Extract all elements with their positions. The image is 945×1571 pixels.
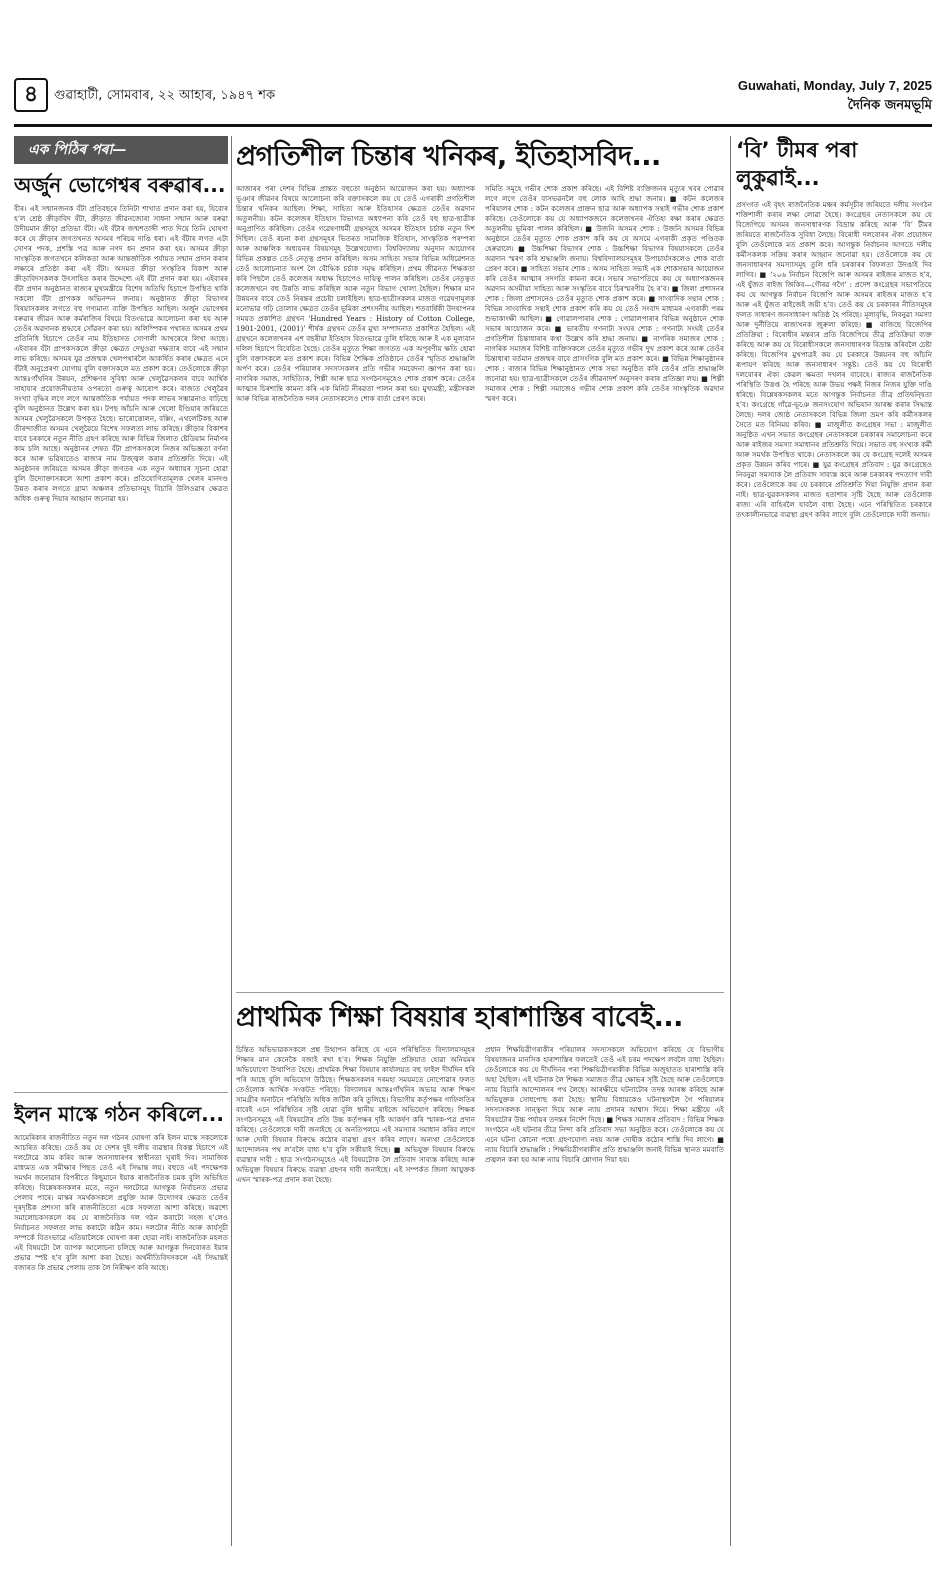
story-headline-historian: প্ৰগতিশীল চিন্তাৰ খনিকৰ, ইতিহাসবিদ... <box>236 141 661 172</box>
story-body-education-right: প্ৰধান শিক্ষয়িত্ৰীগৰাকীৰ পৰিয়ালৰ সদস্যসকলে অভিযোগ কৰিছে যে বিভাগীয় বিষয়াজনৰ মানসিক হাৰাশাস্তিৰ ফলতেই তেওঁ এই চৰম পদক্ষেপ লবলৈ বাধ্য হৈছিল। তেওঁলোকে কয় যে দীৰ্ঘদিনৰ পৰা শিক্ষয়িত্ৰীগৰাকীক বিভিন্ন অজুহাতত হাৰাশাস্তি কৰি অহা হৈছিল। এই ঘটনাক লৈ শিক্ষক সমাজত তীব্ৰ ক্ষোভৰ সৃষ্টি হৈছে আৰু তেওঁলোকে ন্যায় বিচাৰি আন্দোলনৰ পথ লৈছে। আৰক্ষীয়ে ঘটনাটোৰ তদন্ত আৰম্ভ কৰিছে আৰু অভিযুক্তক সোধপোছ কৰা হৈছে। স্থানীয় বিধায়কেও ঘটনাস্থললৈ গৈ পৰিয়ালৰ সদস্যসকলক সান্ত্বনা দিয়ে আৰু ন্যায় প্ৰদানৰ আশ্বাস দিয়ে। শিক্ষা মন্ত্ৰীয়ে এই বিষয়টোৰ উচ্চ পৰ্যায়ৰ তদন্তৰ নিৰ্দেশ দিছে। ■ শিক্ষক সমাজৰ প্ৰতিবাদ : বিভিন্ন শিক্ষক সংগঠনে এই ঘটনাৰ তীব্ৰ নিন্দা কৰি প্ৰতিবাদ সভা অনুষ্ঠিত কৰে। তেওঁলোকে কয় যে এনে ঘটনা কোনো পধ্যে গ্ৰহণযোগ্য নহয় আৰু দোষীক কঠোৰ শাস্তি দিব লাগে। ■ ন্যায় বিচাৰি শ্ৰদ্ধাঞ্জলি : শিক্ষয়িত্ৰীগৰাকীৰ প্ৰতি শ্ৰদ্ধাঞ্জলি জনাই বিভিন্ন স্থানত মমবাতি প্ৰজ্বলন কৰা হয় আৰু ন্যায় বিচাৰি শ্লোগান দিয়া হয়। <box>485 1045 724 1164</box>
story-headline-bteam: ‘বি’ টীমৰ পৰা লুকুৱাই... <box>736 138 858 190</box>
story-historian-columns <box>236 184 724 984</box>
section-banner: এক পিঠিৰ পৰা— <box>14 136 228 164</box>
header-date-assamese: গুৱাহাটী, সোমবাৰ, ২২ আহাৰ, ১৯৪৭ শক <box>54 88 276 103</box>
divider <box>236 992 724 993</box>
page-header <box>14 70 932 122</box>
story-headline-elon: ইলন মাস্কে গঠন কৰিলে... <box>14 1102 224 1126</box>
story-headline-arjun: অৰ্জুন ভোগেশ্বৰ বৰুৱাৰ... <box>14 173 226 197</box>
header-rule <box>14 124 932 127</box>
page-number: ৪ <box>14 78 48 112</box>
story-education-columns <box>236 1045 724 1445</box>
column-center <box>236 136 724 1445</box>
header-date-english: Guwahati, Monday, July 7, 2025 <box>737 78 932 93</box>
divider <box>14 1092 228 1093</box>
column-left <box>14 136 228 1546</box>
story-body-bteam: প্ৰসংগত এই বৃহৎ ৰাজনৈতিক মঞ্চৰ কৰ্মসূচীৰ জৰিয়তে দলীয় সংগঠন শক্তিশালী কৰাৰ লক্ষ্য লোৱা হৈছে। কংগ্ৰেছৰ নেতাসকলে কয় যে বিজেপিয়ে অসমৰ জনসাধাৰণক বিভ্ৰান্ত কৰিছে আৰু ‘বি’ টীমৰ জৰিয়তে ৰাজনৈতিক সুবিধা লৈছে। বিৰোধী দলবোৰৰ ঐক্য প্ৰয়োজন বুলি তেওঁলোকে মত প্ৰকাশ কৰে। আগন্তুক নিৰ্বাচনৰ আগতে দলীয় কৰ্মীসকলক সক্ৰিয় কৰাৰ আহ্বান জনোৱা হয়। তেওঁলোকে কয় যে জনসাধাৰণৰ সমস্যাসমূহ তুলি ধৰি চৰকাৰৰ বিফলতা উদঙাই দিব লাগিব। ■ ‘২০৬ নিৰ্বাচন বিজেপি আৰু অসমৰ ৰাইজৰ মাজত হ’ব, এই যুঁজত ৰাইজ জিকিব—গৌৰৱ গগৈ’ : প্ৰদেশ কংগ্ৰেছৰ সভাপতিয়ে কয় যে আগন্তুক নিৰ্বাচন বিজেপি আৰু অসমৰ ৰাইজৰ মাজত হ’ব আৰু এই যুঁজত ৰাইজেই জয়ী হ’ব। তেওঁ কয় যে চৰকাৰৰ নীতিসমূহৰ ফলত সাধাৰণ জনসাধাৰণ অতিষ্ঠ হৈ পৰিছে। মূল্যবৃদ্ধি, নিবনুৱা সমস্যা আৰু দুৰ্নীতিয়ে ৰাজ্যখনক জুৰুলা কৰিছে। ■ বাজিছে বিজেপিৰ প্ৰতিক্ৰিয়া : বিৰোধীৰ মন্তব্যৰ প্ৰতি বিজেপিয়ে তীব্ৰ প্ৰতিক্ৰিয়া ব্যক্ত কৰিছে আৰু কয় যে বিৰোধীসকলে জনসাধাৰণক বিভ্ৰান্ত কৰিবলৈ চেষ্টা কৰিছে। বিজেপিৰ মুখপাত্ৰই কয় যে চৰকাৰে উন্নয়নৰ বহু আঁচনি ৰূপায়ণ কৰিছে আৰু জনসাধাৰণ সন্তুষ্ট। তেওঁ কয় যে বিৰোধী দলবোৰৰ ঐক্য কেৱল ক্ষমতা দখলৰ বাবেহে। ৰাজ্যৰ ৰাজনৈতিক পৰিস্থিতি উত্তপ্ত হৈ পৰিছে আৰু উভয় পক্ষই নিজৰ নিজৰ যুক্তি দাঙি ধৰিছে। বিশ্লেষকসকলৰ মতে আগন্তুক নিৰ্বাচনত তীব্ৰ প্ৰতিদ্বন্দ্বিতা হ’ব। কংগ্ৰেছে গাঁৱে-ভূঞে জনসংযোগ অভিযান আৰম্ভ কৰাৰ সিদ্ধান্ত লৈছে। দলৰ জ্যেষ্ঠ নেতাসকলে বিভিন্ন জিলা ভ্ৰমণ কৰি কৰ্মীসকলৰ সৈতে মত বিনিময় কৰিব। ■ মাজুলীত কংগ্ৰেছৰ সভা : মাজুলীত অনুষ্ঠিত এখন সভাত কংগ্ৰেছৰ নেতাসকলে চৰকাৰৰ সমালোচনা কৰে আৰু ৰাইজৰ সমস্যা সমাধানৰ প্ৰতিশ্ৰুতি দিয়ে। সভাত বহু সংখ্যক কৰ্মী আৰু সমৰ্থক উপস্থিত থাকে। নেতাসকলে কয় যে কংগ্ৰেছ দলেই অসমৰ প্ৰকৃত উন্নয়ন কৰিব পাৰে। ■ যুৱ কংগ্ৰেছৰ প্ৰতিবাদ : যুৱ কংগ্ৰেছেও নিবনুৱা সমস্যাক লৈ প্ৰতিবাদ সাব্যস্ত কৰে আৰু চৰকাৰৰ পদত্যাগ দাবী কৰে। তেওঁলোকে কয় যে চৰকাৰে প্ৰতিশ্ৰুতি দিয়া নিযুক্তি প্ৰদান কৰা নাই। ছাত্ৰ-যুৱকসকলৰ মাজত হতাশাৰ সৃষ্টি হৈছে আৰু তেওঁলোক ৰাজ্য এৰি বাহিৰলৈ যাবলৈ বাধ্য হৈছে। এনে পৰিস্থিতিত চৰকাৰে তৎকালীনভাৱে ব্যৱস্থা গ্ৰহণ কৰিব লাগে বুলি তেওঁলোকে দাবী জনায়। <box>736 200 932 519</box>
column-rule <box>231 136 232 1546</box>
story-body-arjun: বীৰ। এই সন্মানজনক বঁটা প্ৰতিবছৰে তিনিটা শাখাত প্ৰদান কৰা হয়, যিবোৰ হ’ল শ্ৰেষ্ঠ ক্ৰীড়াবিদ বঁটা, ক্ৰীড়াত জীৱনজোৰা সাধনা সন্মান আৰু বৰুৱা উদীয়মান ক্ৰীড়া প্ৰতিভা বঁটা। এই বঁটাৰ জন্মশতাব্দী পাত দিয়ে তিনি ঘোষণা কৰে যে ক্ৰীড়াৰ জগতখনত অসমৰ পৰিচয় দাঙি ধৰা। এই বঁটাৰ লগত এটা সোণৰ পদক, প্ৰশস্তি পত্ৰ আৰু নগদ ধন প্ৰদান কৰা হয়। অসমৰ ক্ৰীড়া সাংস্কৃতিক জগতখনে কলিকতা আৰু আন্তৰ্জাতিক পৰ্যায়ত সন্মান প্ৰদান কৰাৰ লক্ষ্যৰে প্ৰতিষ্ঠা কৰা এই বঁটা। অসমত ক্ৰীড়া সংস্কৃতিৰ বিকাশ আৰু ক্ৰীড়াবিদসকলক উৎসাহিত কৰাৰ উদ্দেশ্যে এই বঁটা প্ৰদান কৰা হয়। এইবাৰৰ বঁটা প্ৰদান অনুষ্ঠানত ৰাজ্যৰ মুখ্যমন্ত্ৰীয়ে বিশেষ অতিথি হিচাপে উপস্থিত থাকি সকলো বঁটা প্ৰাপকক অভিনন্দন জনায়। অনুষ্ঠানত ক্ৰীড়া বিভাগৰ বিষয়াসকলৰ লগতে বহু গণ্যমান্য ব্যক্তি উপস্থিত আছিল। অৰ্জুন ভোগেশ্বৰ বৰুৱাৰ জীৱন আৰু কৰ্মৰাজিৰ বিষয়ে বিতংভাৱে আলোচনা কৰা হয় আৰু তেওঁৰ অৱদানক শ্ৰদ্ধাৰে সোঁৱৰণ কৰা হয়। অলিম্পিকৰ পথাৰত অসমৰ প্ৰথম প্ৰতিনিধি হিচাপে তেওঁৰ নাম ইতিহাসত সোণালী আখৰেৰে লিখা আছে। এইবাৰৰ বঁটা প্ৰাপকসকলে ক্ৰীড়া ক্ষেত্ৰত দেখুওৱা দক্ষতাৰ বাবে এই সন্মান লাভ কৰিছে। অসমৰ যুৱ প্ৰজন্মক খেলপথাৰলৈ আকৰ্ষিত কৰাৰ ক্ষেত্ৰত এনে বঁটাই অনুপ্ৰেৰণা যোগায় বুলি বক্তাসকলে মত প্ৰকাশ কৰে। তেওঁলোকে ক্ৰীড়া আন্তঃগাঁথনিৰ উন্নয়ন, প্ৰশিক্ষণৰ সুবিধা আৰু খেলুৱৈসকলৰ বাবে আৰ্থিক সাহায্যৰ প্ৰয়োজনীয়তাৰ ওপৰতো গুৰুত্ব আৰোপ কৰে। ৰাজ্যত খেলুৱৈৰ সংখ্যা বৃদ্ধিৰ লগে লগে আন্তৰ্জাতিক পৰ্যায়ত পদক লাভৰ সম্ভাৱনাও বাঢ়িছে বুলি অনুষ্ঠানত উল্লেখ কৰা হয়। টপছ আঁচনি আৰু খেলো ইণ্ডিয়াৰ জৰিয়তে অসমৰ খেলুৱৈসকলে উপকৃত হৈছে। ভাৰোত্তোলন, বক্সিং, এথলেটিকছ আৰু তীৰন্দাজীত অসমৰ খেলুৱৈয়ে বিশেষ সফলতা লাভ কৰিছে। ক্ৰীড়াৰ বিকাশৰ বাবে চৰকাৰে নতুন নীতি গ্ৰহণ কৰিছে আৰু বিভিন্ন জিলাত ষ্টেডিয়াম নিৰ্মাণৰ কাম চলি আছে। অনুষ্ঠানৰ শেষত বঁটা প্ৰাপকসকলে নিজৰ অভিজ্ঞতা বৰ্ণনা কৰে আৰু ভৱিষ্যতেও ৰাজ্যৰ নাম উজ্জ্বল কৰাৰ প্ৰতিশ্ৰুতি দিয়ে। এই অনুষ্ঠানৰ জৰিয়তে অসমৰ ক্ৰীড়া জগতৰ এক নতুন অধ্যায়ৰ সূচনা হোৱা বুলি উদ্যোক্তাসকলে আশা প্ৰকাশ কৰে। প্ৰতিযোগিতামূলক খেলৰ মানদণ্ড উন্নত কৰাৰ লগতে গ্ৰাম্য অঞ্চলৰ প্ৰতিভাসমূহ বিচাৰি উলিওৱাৰ ক্ষেত্ৰত অধিক গুৰুত্ব দিয়াৰ আহ্বান জনোৱা হয়। <box>14 204 228 503</box>
story-body-elon: আমেৰিকাৰ ৰাজনীতিত নতুন দল গঠনৰ ঘোষণা কৰি ইলন মাস্কে সকলোকে আচৰিত কৰিছে। তেওঁ কয় যে দেশৰ দুই দলীয় ব্যৱস্থাৰ বিকল্প হিচাপে এই দলটোৱে কাম কৰিব আৰু জনসাধাৰণৰ স্বাধীনতা ঘূৰাই দিব। সামাজিক মাধ্যমত এক সমীক্ষাৰ পিছত তেওঁ এই সিদ্ধান্ত লয়। বহুতে এই পদক্ষেপক সমৰ্থন জনোৱাৰ বিপৰীতে কিছুমানে ইয়াক ৰাজনৈতিক চমক বুলি অভিহিত কৰিছে। বিশ্লেষকসকলৰ মতে, নতুন দলটোৱে আগন্তুক নিৰ্বাচনত প্ৰভাৱ পেলাব পাৰে। মাস্কৰ সমৰ্থকসকলে প্ৰযুক্তি আৰু উদ্যোগৰ ক্ষেত্ৰত তেওঁৰ দূৰদৃষ্টিক প্ৰশংসা কৰি ৰাজনীতিতো একে সফলতা আশা কৰিছে। অৱশ্যে সমালোচকসকলে কয় যে ৰাজনৈতিক দল গঠন কৰাটো সহজ হ’লেও নিৰ্বাচনত সফলতা লাভ কৰাটো কঠিন কাম। দলটোৰ নীতি আৰু কাৰ্যসূচী সম্পৰ্কে বিতংভাৱে এতিয়ালৈকে ঘোষণা কৰা হোৱা নাই। ৰাজনৈতিক মহলত এই বিষয়টো লৈ ব্যাপক আলোচনা চলিছে আৰু আগন্তুক দিনবোৰত ইয়াৰ প্ৰভাৱ স্পষ্ট হ’ব বুলি আশা কৰা হৈছে। অৰ্থনীতিবিদসকলে এই সিদ্ধান্তই বজাৰত কি প্ৰভাৱ পেলায় তাক লৈ নিৰীক্ষণ কৰি আছে। <box>14 1133 228 1272</box>
story-body-education-left: চিন্তিত অভিভাৱকসকলে প্ৰশ্ন উত্থাপন কৰিছে যে এনে পৰিস্থিতিত বিদ্যালয়সমূহৰ শিক্ষাৰ মান কেনেকৈ বজাই ৰখা হ’ব। শিক্ষক নিযুক্তি প্ৰক্ৰিয়াত হোৱা অনিয়মৰ অভিযোগো উত্থাপিত হৈছে। প্ৰাথমিক শিক্ষা বিষয়াৰ কাৰ্যালয়ত বহু ফাইল দীৰ্ঘদিন ধৰি পৰি আছে বুলি অভিযোগ উঠিছে। শিক্ষকসকলৰ দৰমহা সময়মতে নোপোৱাৰ ফলত তেওঁলোক আৰ্থিক সংকটত পৰিছে। বিদ্যালয়ৰ আন্তঃগাঁথনিৰ অভাৱ আৰু শিক্ষণ সামগ্ৰীৰ অনাটনে পৰিস্থিতি অধিক জটিল কৰি তুলিছে। বিভাগীয় কৰ্তৃপক্ষৰ গাফিলতিৰ বাবেই এনে পৰিস্থিতিৰ সৃষ্টি হোৱা বুলি স্থানীয় ৰাইজে অভিযোগ কৰিছে। শিক্ষক সংগঠনসমূহে এই বিষয়টোৰ প্ৰতি উচ্চ কৰ্তৃপক্ষৰ দৃষ্টি আকৰ্ষণ কৰি স্মাৰক-পত্ৰ প্ৰদান কৰিছে। তেওঁলোকে দাবী জনাইছে যে অনতিপলমে এই সমস্যাৰ সমাধান কৰিব লাগে আৰু দোষী বিষয়াৰ বিৰুদ্ধে কঠোৰ ব্যৱস্থা গ্ৰহণ কৰিব লাগে। অন্যথা তেওঁলোকে আন্দোলনৰ পথ ল’বলৈ বাধ্য হ’ব বুলি সকীয়াই দিছে। ■ অভিযুক্ত বিষয়াৰ বিৰুদ্ধে ব্যৱস্থাৰ দাবী : ছাত্ৰ সংগঠনসমূহেও এই বিষয়টোক লৈ প্ৰতিবাদ সাব্যস্ত কৰিছে আৰু অভিযুক্ত বিষয়াৰ বিৰুদ্ধে ব্যৱস্থা গ্ৰহণৰ দাবী জনাইছে। এই সম্পৰ্কত জিলা আয়ুক্তক এখন স্মাৰক-পত্ৰ প্ৰদান কৰা হৈছে। <box>236 1045 475 1184</box>
masthead: দৈনিক জনমভূমি <box>847 98 932 113</box>
story-headline-education: প্ৰাথমিক শিক্ষা বিষয়াৰ হাৰাশাস্তিৰ বাবেই... <box>236 1002 683 1033</box>
story-body-historian-left: আজাৰৰ পৰা দেশৰ বিভিন্ন প্ৰান্তত বহুতো অনুষ্ঠান আয়োজন কৰা হয়। অধ্যাপক ভূঞাৰ জীৱনৰ বিষয়ে আলোচনা কৰি বক্তাসকলে কয় যে তেওঁ এগৰাকী প্ৰগতিশীল চিন্তাৰ খনিকৰ আছিল। শিক্ষা, সাহিত্য আৰু ইতিহাসৰ ক্ষেত্ৰত তেওঁৰ অৱদান অতুলনীয়। কটন কলেজৰ ইতিহাস বিভাগত অধ্যাপনা কৰি তেওঁ বহু ছাত্ৰ-ছাত্ৰীক অনুপ্ৰাণিত কৰিছিল। তেওঁৰ গৱেষণাধৰ্মী গ্ৰন্থসমূহে অসমৰ ইতিহাস চৰ্চাক নতুন দিশ দিছিল। তেওঁ ৰচনা কৰা গ্ৰন্থসমূহৰ ভিতৰত সামাজিক ইতিহাস, সাংস্কৃতিক পৰম্পৰা আৰু আঞ্চলিক অধ্যয়নৰ বিষয়সমূহ উল্লেখযোগ্য। বিশ্ববিদ্যালয় অনুদান আয়োগৰ বিভিন্ন প্ৰকল্পত তেওঁ নেতৃত্ব প্ৰদান কৰিছিল। অসম সাহিত্য সভাৰ বিভিন্ন অধিৱেশনত তেওঁ আলোচনাত অংশ লৈ বৌদ্ধিক চৰ্চাক সমৃদ্ধ কৰিছিল। প্ৰথম জীৱনত শিক্ষকতা কৰি পিছলৈ তেওঁ কলেজৰ অধ্যক্ষ হিচাপেও দায়িত্ব পালন কৰিছিল। তেওঁৰ নেতৃত্বত কলেজখনে বহু উন্নতি লাভ কৰিছিল আৰু নতুন বিভাগ খোলা হৈছিল। শিক্ষাৰ মান উন্নয়নৰ বাবে তেওঁ নিৰন্তৰ প্ৰচেষ্টা চলাইছিল। ছাত্ৰ-ছাত্ৰীসকলৰ মাজত গৱেষণামূলক মনোভাৱ গঢ়ি তোলাৰ ক্ষেত্ৰত তেওঁৰ ভূমিকা প্ৰশংসনীয় আছিল। শতবাৰ্ষিকী উদযাপনৰ সময়ত প্ৰকাশিত গ্ৰন্থখন ‘Hundred Years : History of Cotton College, 1901-2001, (2001)’ শীৰ্ষক গ্ৰন্থখন তেওঁৰ মুখ্য সম্পাদনাত প্ৰকাশিত হৈছিল। এই গ্ৰন্থখনে কলেজখনৰ এশ বছৰীয়া ইতিহাস বিতংভাৱে তুলি ধৰিছে আৰু ই এক মূল্যবান দলিল হিচাপে বিবেচিত হৈছে। তেওঁৰ মৃত্যুত শিক্ষা জগতত এক অপূৰণীয় ক্ষতি হোৱা বুলি বক্তাসকলে মত প্ৰকাশ কৰে। বিভিন্ন শৈক্ষিক প্ৰতিষ্ঠানে তেওঁৰ স্মৃতিত শ্ৰদ্ধাঞ্জলি অৰ্পণ কৰে। তেওঁৰ পৰিয়ালৰ সদস্যসকলৰ প্ৰতি গভীৰ সমবেদনা জ্ঞাপন কৰা হয়। নাগৰিক সমাজ, সাহিত্যিক, শিল্পী আৰু ছাত্ৰ সংগঠনসমূহেও শোক প্ৰকাশ কৰে। তেওঁৰ আত্মাৰ চিৰশান্তি কামনা কৰি এক মিনিট নীৰৱতা পালন কৰা হয়। মুখ্যমন্ত্ৰী, মন্ত্ৰীসকল আৰু বিভিন্ন ৰাজনৈতিক দলৰ নেতাসকলেও শোক বাৰ্তা প্ৰেৰণ কৰে। <box>236 184 475 403</box>
column-right <box>736 136 932 1546</box>
story-body-historian-right: সমিতি সমূহে গভীৰ শোক প্ৰকাশ কৰিছে। এই বিশিষ্ট ব্যক্তিজনৰ মৃত্যুৰ খবৰ পোৱাৰ লগে লগে তেওঁৰ বাসভৱনলৈ বহু লোক আহি শ্ৰদ্ধা জনায়। ■ কটন কলেজৰ পৰিয়ালৰ শোক : কটন কলেজৰ প্ৰাক্তন ছাত্ৰ আৰু অধ্যাপক সন্থাই গভীৰ শোক প্ৰকাশ কৰিছে। তেওঁলোকে কয় যে অধ্যাপকজনে কলেজখনৰ ঐতিহ্য ৰক্ষা কৰাৰ ক্ষেত্ৰত অতুলনীয় ভূমিকা পালন কৰিছিল। ■ উজনি অসমৰ শোক : উজনি অসমৰ বিভিন্ন অনুষ্ঠানে তেওঁৰ মৃত্যুত শোক প্ৰকাশ কৰি কয় যে অসমে এগৰাকী প্ৰকৃত পণ্ডিতক হেৰুৱালে। ■ উচ্চশিক্ষা বিভাগৰ শোক : উচ্চশিক্ষা বিভাগৰ বিষয়াসকলে তেওঁৰ অৱদান স্মৰণ কৰি শ্ৰদ্ধাঞ্জলি জনায়। বিশ্ববিদ্যালয়সমূহৰ উপাচাৰ্যসকলেও শোক বাৰ্তা প্ৰেৰণ কৰে। ■ সাহিত্য সভাৰ শোক : অসম সাহিত্য সভাই এক শোকসভাৰ আয়োজন কৰি তেওঁৰ আত্মাৰ সদগতি কামনা কৰে। সভাৰ সভাপতিয়ে কয় যে অধ্যাপকজনৰ অৱদান অসমীয়া সাহিত্য আৰু সংস্কৃতিৰ বাবে চিৰস্মৰণীয় হৈ ৰ’ব। ■ জিলা প্ৰশাসনৰ শোক : জিলা প্ৰশাসনেও তেওঁৰ মৃত্যুত শোক প্ৰকাশ কৰে। ■ সাংবাদিক সন্থাৰ শোক : বিভিন্ন সাংবাদিক সন্থাই শোক প্ৰকাশ কৰি কয় যে তেওঁ সংবাদ মাধ্যমৰ এগৰাকী পৰম শুভাকাংক্ষী আছিল। ■ গোৱালপাৰাৰ শোক : গোৱালপাৰাৰ বিভিন্ন অনুষ্ঠানে শোক সভাৰ আয়োজন কৰে। ■ ভাৰতীয় গণনাট্য সংঘৰ শোক : গণনাট্য সংঘই তেওঁৰ প্ৰগতিশীল চিন্তাধাৰাৰ কথা উল্লেখ কৰি শ্ৰদ্ধা জনায়। ■ নাগৰিক সমাজৰ শোক : নাগৰিক সমাজৰ বিশিষ্ট ব্যক্তিসকলে তেওঁৰ মৃত্যুত গভীৰ দুখ প্ৰকাশ কৰে আৰু তেওঁৰ চিন্তাধাৰা বৰ্তমান প্ৰজন্মৰ বাবে প্ৰাসংগিক বুলি মত প্ৰকাশ কৰে। ■ বিভিন্ন শিক্ষানুষ্ঠানৰ শোক : ৰাজ্যৰ বিভিন্ন শিক্ষানুষ্ঠানত শোক সভা অনুষ্ঠিত কৰি তেওঁৰ প্ৰতি শ্ৰদ্ধাঞ্জলি জনোৱা হয়। ছাত্ৰ-ছাত্ৰীসকলে তেওঁৰ জীৱনাদৰ্শ অনুসৰণ কৰাৰ প্ৰতিজ্ঞা লয়। ■ শিল্পী সমাজৰ শোক : শিল্পী সমাজেও গভীৰ শোক প্ৰকাশ কৰি তেওঁৰ সাংস্কৃতিক অৱদান স্মৰণ কৰে। <box>485 184 724 403</box>
column-rule <box>730 136 731 1546</box>
